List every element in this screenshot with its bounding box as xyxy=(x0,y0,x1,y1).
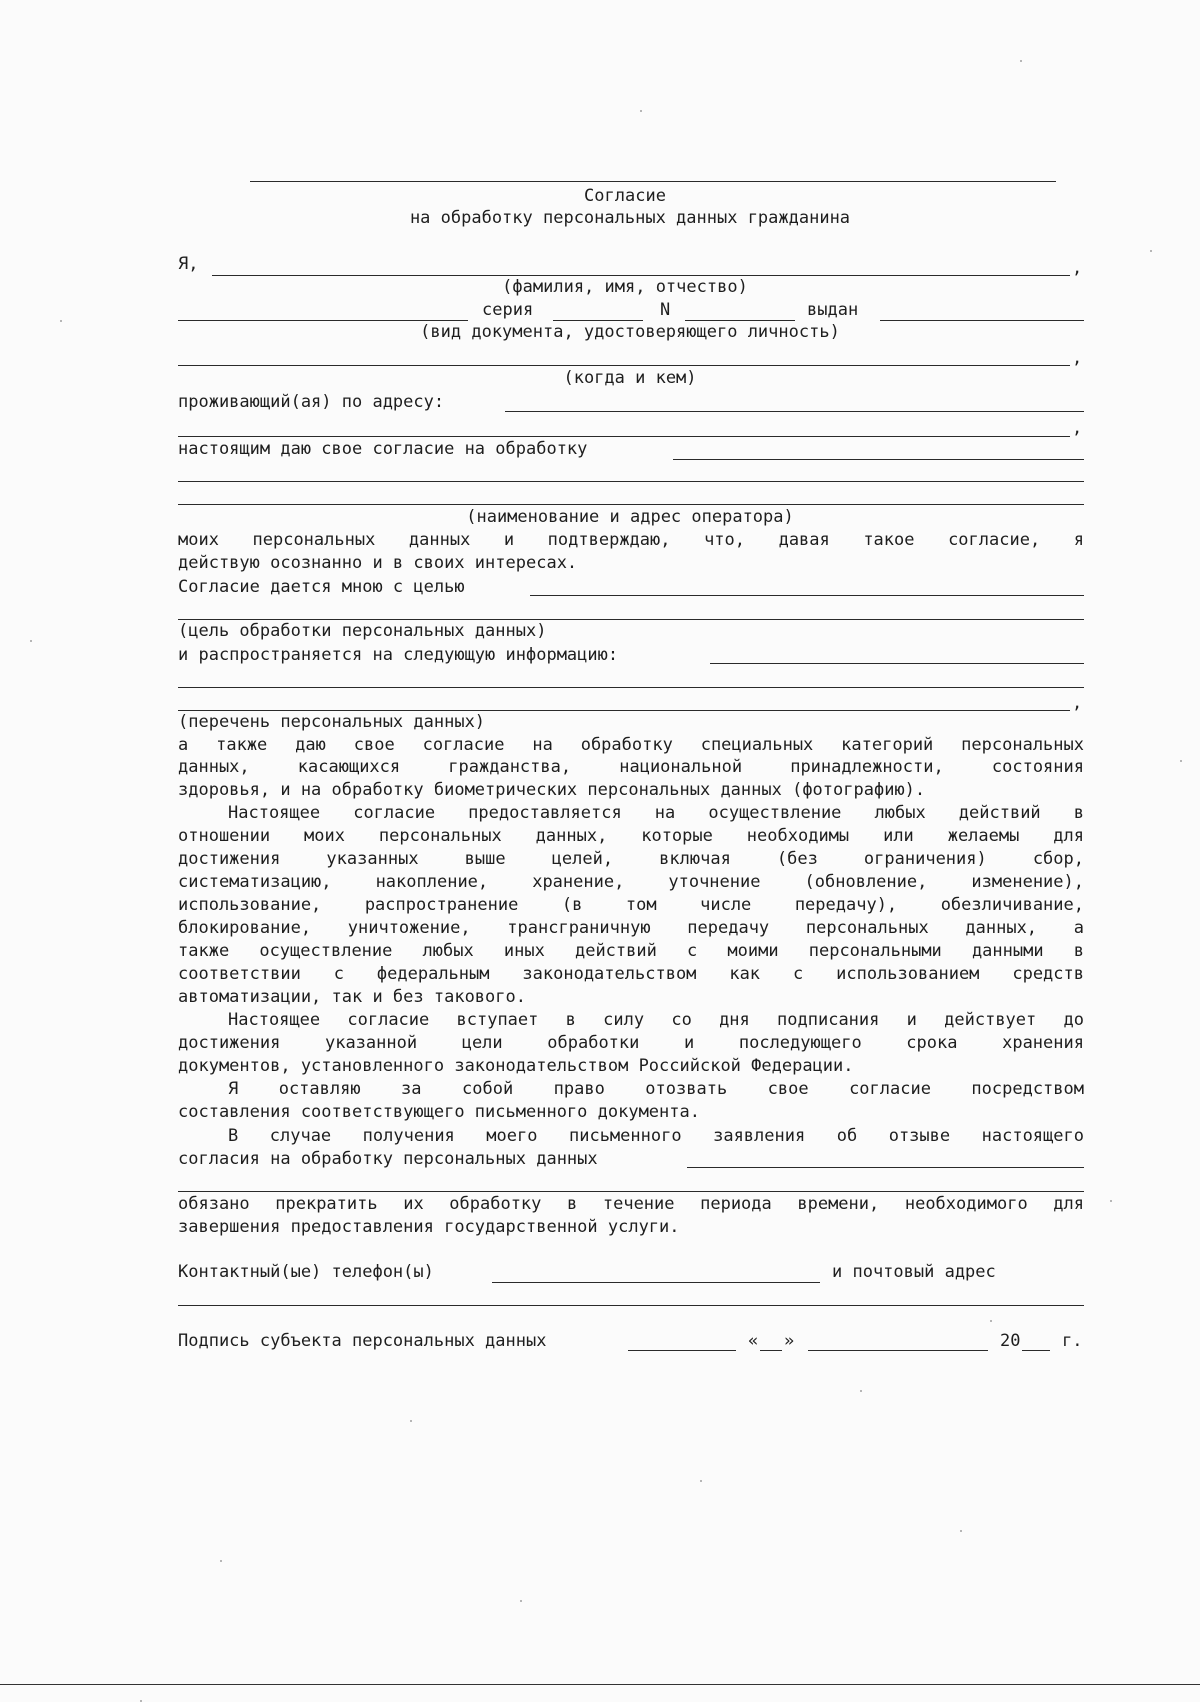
top-rule xyxy=(250,181,1056,182)
postal-label: и почтовый адрес xyxy=(832,1262,996,1282)
signature-label: Подпись субъекта персональных данных xyxy=(178,1331,547,1351)
paragraph-line: завершения предоставления государственной услуги. xyxy=(178,1217,680,1237)
number-field[interactable] xyxy=(685,320,795,321)
signature-field[interactable] xyxy=(628,1350,736,1351)
quote-open: « xyxy=(748,1331,759,1351)
paragraph-line: блокирование, уничтожение, трансграничную передачу персональных данных, а xyxy=(178,918,1084,938)
paragraph-line: Я оставляю за собой право отозвать свое согласие посредством xyxy=(228,1079,1084,1099)
quote-close: » xyxy=(784,1331,795,1351)
address-label: проживающий(ая) по адресу: xyxy=(178,392,445,412)
operator-field-3[interactable] xyxy=(178,504,1084,505)
paragraph-line: здоровья, и на обработку биометрических персональных данных (фотографию). xyxy=(178,780,926,800)
paragraph-line: обязано прекратить их обработку в течение периода времени, необходимого для xyxy=(178,1194,1084,1214)
operator-field[interactable] xyxy=(673,459,1084,460)
revocation-field[interactable] xyxy=(687,1167,1084,1168)
consent-label: настоящим даю свое согласие на обработку xyxy=(178,439,588,459)
phone-label: Контактный(ые) телефон(ы) xyxy=(178,1262,434,1282)
seria-field[interactable] xyxy=(553,320,643,321)
number-label: N xyxy=(660,300,671,320)
scan-edge xyxy=(0,1684,1200,1685)
year-label: 20 xyxy=(1000,1331,1021,1351)
fio-hint: (фамилия, имя, отчество) xyxy=(502,277,748,297)
comma: , xyxy=(1072,348,1083,368)
document-subtitle: на обработку персональных данных гражданина xyxy=(409,208,851,228)
comma: , xyxy=(1072,418,1083,438)
address-field[interactable] xyxy=(505,411,1084,412)
operator-hint: (наименование и адрес оператора) xyxy=(466,507,794,527)
info-label: и распространяется на следующую информацию: xyxy=(178,645,619,665)
paragraph-line: отношении моих персональных данных, которые необходимы или желаемы для xyxy=(178,826,1084,846)
paragraph-line: моих персональных данных и подтверждаю, что, давая такое согласие, я xyxy=(178,530,1084,550)
info-field[interactable] xyxy=(710,663,1084,664)
purpose-field[interactable] xyxy=(530,595,1084,596)
paragraph-line: систематизацию, накопление, хранение, уточнение (обновление, изменение), xyxy=(178,872,1084,892)
paragraph-line: составления соответствующего письменного документа. xyxy=(178,1102,700,1122)
year-field[interactable] xyxy=(1022,1350,1050,1351)
when-hint: (когда и кем) xyxy=(563,368,697,388)
month-field[interactable] xyxy=(808,1350,988,1351)
document-title: Согласие xyxy=(584,186,666,206)
g-label: г. xyxy=(1062,1331,1083,1351)
paragraph-line: а также даю свое согласие на обработку специальных категорий персональных xyxy=(178,735,1084,755)
purpose-hint: (цель обработки персональных данных) xyxy=(178,621,547,641)
info-field-2[interactable] xyxy=(178,687,1084,688)
purpose-field-2[interactable] xyxy=(178,619,1084,620)
postal-field[interactable] xyxy=(178,1305,1084,1306)
paragraph-line: соответствии с федеральным законодательством как с использованием средств xyxy=(178,964,1084,984)
list-hint: (перечень персональных данных) xyxy=(178,712,486,732)
paragraph-line: данных, касающихся гражданства, национальной принадлежности, состояния xyxy=(178,757,1084,777)
address-field-2[interactable] xyxy=(178,436,1070,437)
info-field-3[interactable] xyxy=(178,710,1070,711)
doc-hint: (вид документа, удостоверяющего личность) xyxy=(420,322,840,342)
paragraph-line: автоматизации, так и без такового. xyxy=(178,987,526,1007)
paragraph-line: также осуществление любых иных действий с моими персональными данными в xyxy=(178,941,1084,961)
comma: , xyxy=(1072,258,1083,278)
paragraph-line: В случае получения моего письменного заявления об отзыве настоящего xyxy=(228,1126,1084,1146)
issued-by-field[interactable] xyxy=(178,365,1070,366)
day-field[interactable] xyxy=(760,1350,782,1351)
doc-type-field[interactable] xyxy=(178,320,468,321)
ya-label: Я, xyxy=(178,254,199,274)
purpose-label: Согласие дается мною с целью xyxy=(178,577,465,597)
comma: , xyxy=(1072,693,1083,713)
vydan-label: выдан xyxy=(807,300,859,320)
paragraph-line: документов, установленного законодательством Российской Федерации. xyxy=(178,1056,854,1076)
revocation-field-2[interactable] xyxy=(178,1191,1084,1192)
paragraph-line: достижения указанной цели обработки и последующего срока хранения xyxy=(178,1033,1084,1053)
paragraph-line: использование, распространение (в том числе передачу), обезличивание, xyxy=(178,895,1084,915)
paragraph-line: действую осознанно и в своих интересах. xyxy=(178,553,578,573)
paragraph-line: согласия на обработку персональных данных xyxy=(178,1149,598,1169)
paragraph-line: достижения указанных выше целей, включая (без ограничения) сбор, xyxy=(178,849,1084,869)
phone-field[interactable] xyxy=(492,1282,820,1283)
fio-field[interactable] xyxy=(212,275,1070,276)
paragraph-line: Настоящее согласие вступает в силу со дня подписания и действует до xyxy=(228,1010,1084,1030)
paragraph-line: Настоящее согласие предоставляется на осуществление любых действий в xyxy=(228,803,1084,823)
issued-field[interactable] xyxy=(880,320,1084,321)
operator-field-2[interactable] xyxy=(178,481,1084,482)
seria-label: серия xyxy=(482,300,534,320)
